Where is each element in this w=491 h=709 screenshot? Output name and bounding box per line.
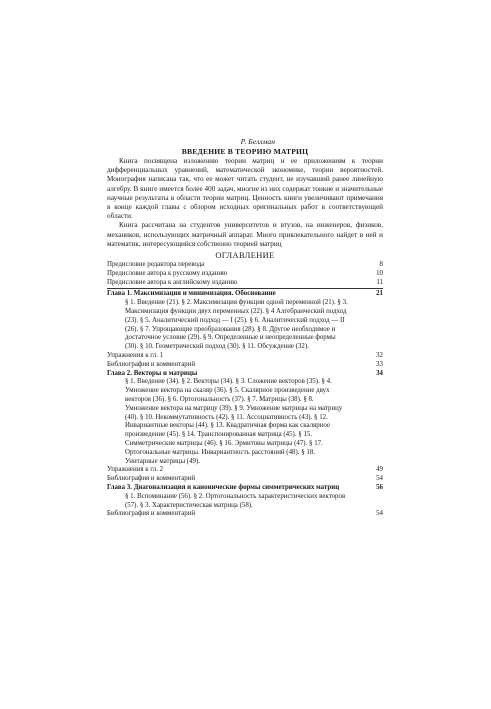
- toc-entry-page: 8: [379, 261, 383, 269]
- toc-entry-page: 21: [376, 290, 383, 298]
- toc-entry-page: 49: [376, 466, 383, 474]
- toc-entry-title: Библиография и комментарий: [107, 475, 196, 483]
- toc-entry: [107, 361, 383, 370]
- toc-entry-page: 10: [376, 269, 383, 277]
- toc-entry-page: 56: [376, 483, 383, 491]
- toc-sections: § 1. Введение (34). § 2. Векторы (34). § 3. Сложение векторов (35). § 4. Умножение вектора на скаляр (36). § 5. Скалярное произведение двух векторов (36). § 6. Ортогональность (37). § 7. Матрицы (38). § 8. Умножение вектора на матрицу (39). § 9. Умножение матрицы на матрицу (40). § 10. Некоммутативность (42). § 11. Ассоциативность (43). § 12. Инвариантные векторы (44). § 13. Квадратичная форма как скалярное произведение (45). § 14. Транспонированная матрица (45). § 15. Симметрические матрицы (46). § 16. Эрмитовы матрицы (47). § 17. Ортогональные матрицы. Инвариантность расстояний (48). § 18. Унитарные матрицы (49).: [125, 378, 343, 465]
- toc-entry-page: 32: [376, 352, 383, 359]
- toc-entry-page: 11: [376, 278, 383, 286]
- toc-entry: [107, 270, 383, 279]
- toc-entry: [107, 466, 383, 475]
- annotation-paragraph-1: Книга посвящена изложению теории матриц и ее приложениям к теории дифференциальных уравнений, математической экономике, теории вероятностей. Монография написана так, что ее может читать студент, не изучавший ранее линейную алгебру. В книге имеется более 400 задач, многие из них содержат тонкие и значительные научные результаты в области теории матриц. Ценность книги увеличивают примечания в конце каждой главы с обзором исходных оригинальных работ в соответствующей области.: [107, 157, 383, 221]
- toc-entry: [107, 279, 383, 288]
- annotation-paragraph-2: Книга рассчитана на студентов университетов и втузов, на инженеров, физиков, механиков, использующих матричный аппарат. Много привлекательного найдет в ней и математик, интересующийся собственно теорией матриц: [107, 221, 383, 248]
- toc-chapter: [107, 290, 383, 299]
- toc-entry-title: Предисловие автора к русскому изданию: [107, 269, 228, 277]
- toc-sections: § 1. Вспоминание (56). § 2. Ортогональность характеристических векторов (57). § 3. Характеристическая матрица (58).: [125, 492, 346, 509]
- toc-entry: [107, 510, 383, 519]
- toc-entry-title: Упражнения к гл. 1: [107, 352, 164, 359]
- toc-entry: [107, 261, 383, 270]
- toc-entry-page: 33: [376, 360, 383, 368]
- table-of-contents: [107, 261, 383, 519]
- toc-chapter: [107, 484, 383, 493]
- toc-chapter: [107, 370, 383, 379]
- toc-heading: ОГЛАВЛЕНИЕ: [215, 251, 275, 261]
- toc-entry: [107, 352, 383, 361]
- toc-entry-page: 54: [376, 475, 383, 483]
- document-content: [107, 137, 383, 519]
- toc-entry-title: Глава 3. Диагонализация и канонические формы симметрических матриц: [107, 483, 340, 491]
- toc-entry-title: Упражнения к гл. 2: [107, 466, 164, 474]
- toc-entry: [107, 475, 383, 484]
- toc-entry-title: Библиография и комментарий: [107, 510, 196, 518]
- toc-entry-title: Предисловие редактора перевода: [107, 261, 205, 269]
- toc-entry-page: 34: [376, 369, 383, 377]
- toc-sections: § 1. Введение (21). § 2. Максимизация функции одной переменной (21). § 3. Максимизация функции двух переменных (22). § 4 Алгебраический подход (23). § 5. Аналитический подход — I (25). § 6. Аналитический подход — II (26). § 7. Упрощающие преобразования (28). § 8. Другое необходимое и достаточное условие (29). § 9. Определенные и неопределенные формы (30). § 10. Геометрический подход (30). § 11. Обсуждение (32).: [125, 299, 348, 351]
- author-name: Р. Беллман: [240, 137, 275, 146]
- toc-entry-title: Предисловие автора к английскому изданию: [107, 278, 238, 286]
- toc-entry-title: Библиография и комментарий: [107, 360, 196, 368]
- toc-entry-title: Глава 1. Максимизация и минимизация. Обоснование: [107, 290, 276, 298]
- book-title: ВВЕДЕНИЕ В ТЕОРИЮ МАТРИЦ: [181, 147, 309, 156]
- toc-entry-page: 54: [376, 510, 383, 518]
- toc-entry-title: Глава 2. Векторы и матрицы: [107, 369, 198, 377]
- toc-divider: [107, 288, 383, 289]
